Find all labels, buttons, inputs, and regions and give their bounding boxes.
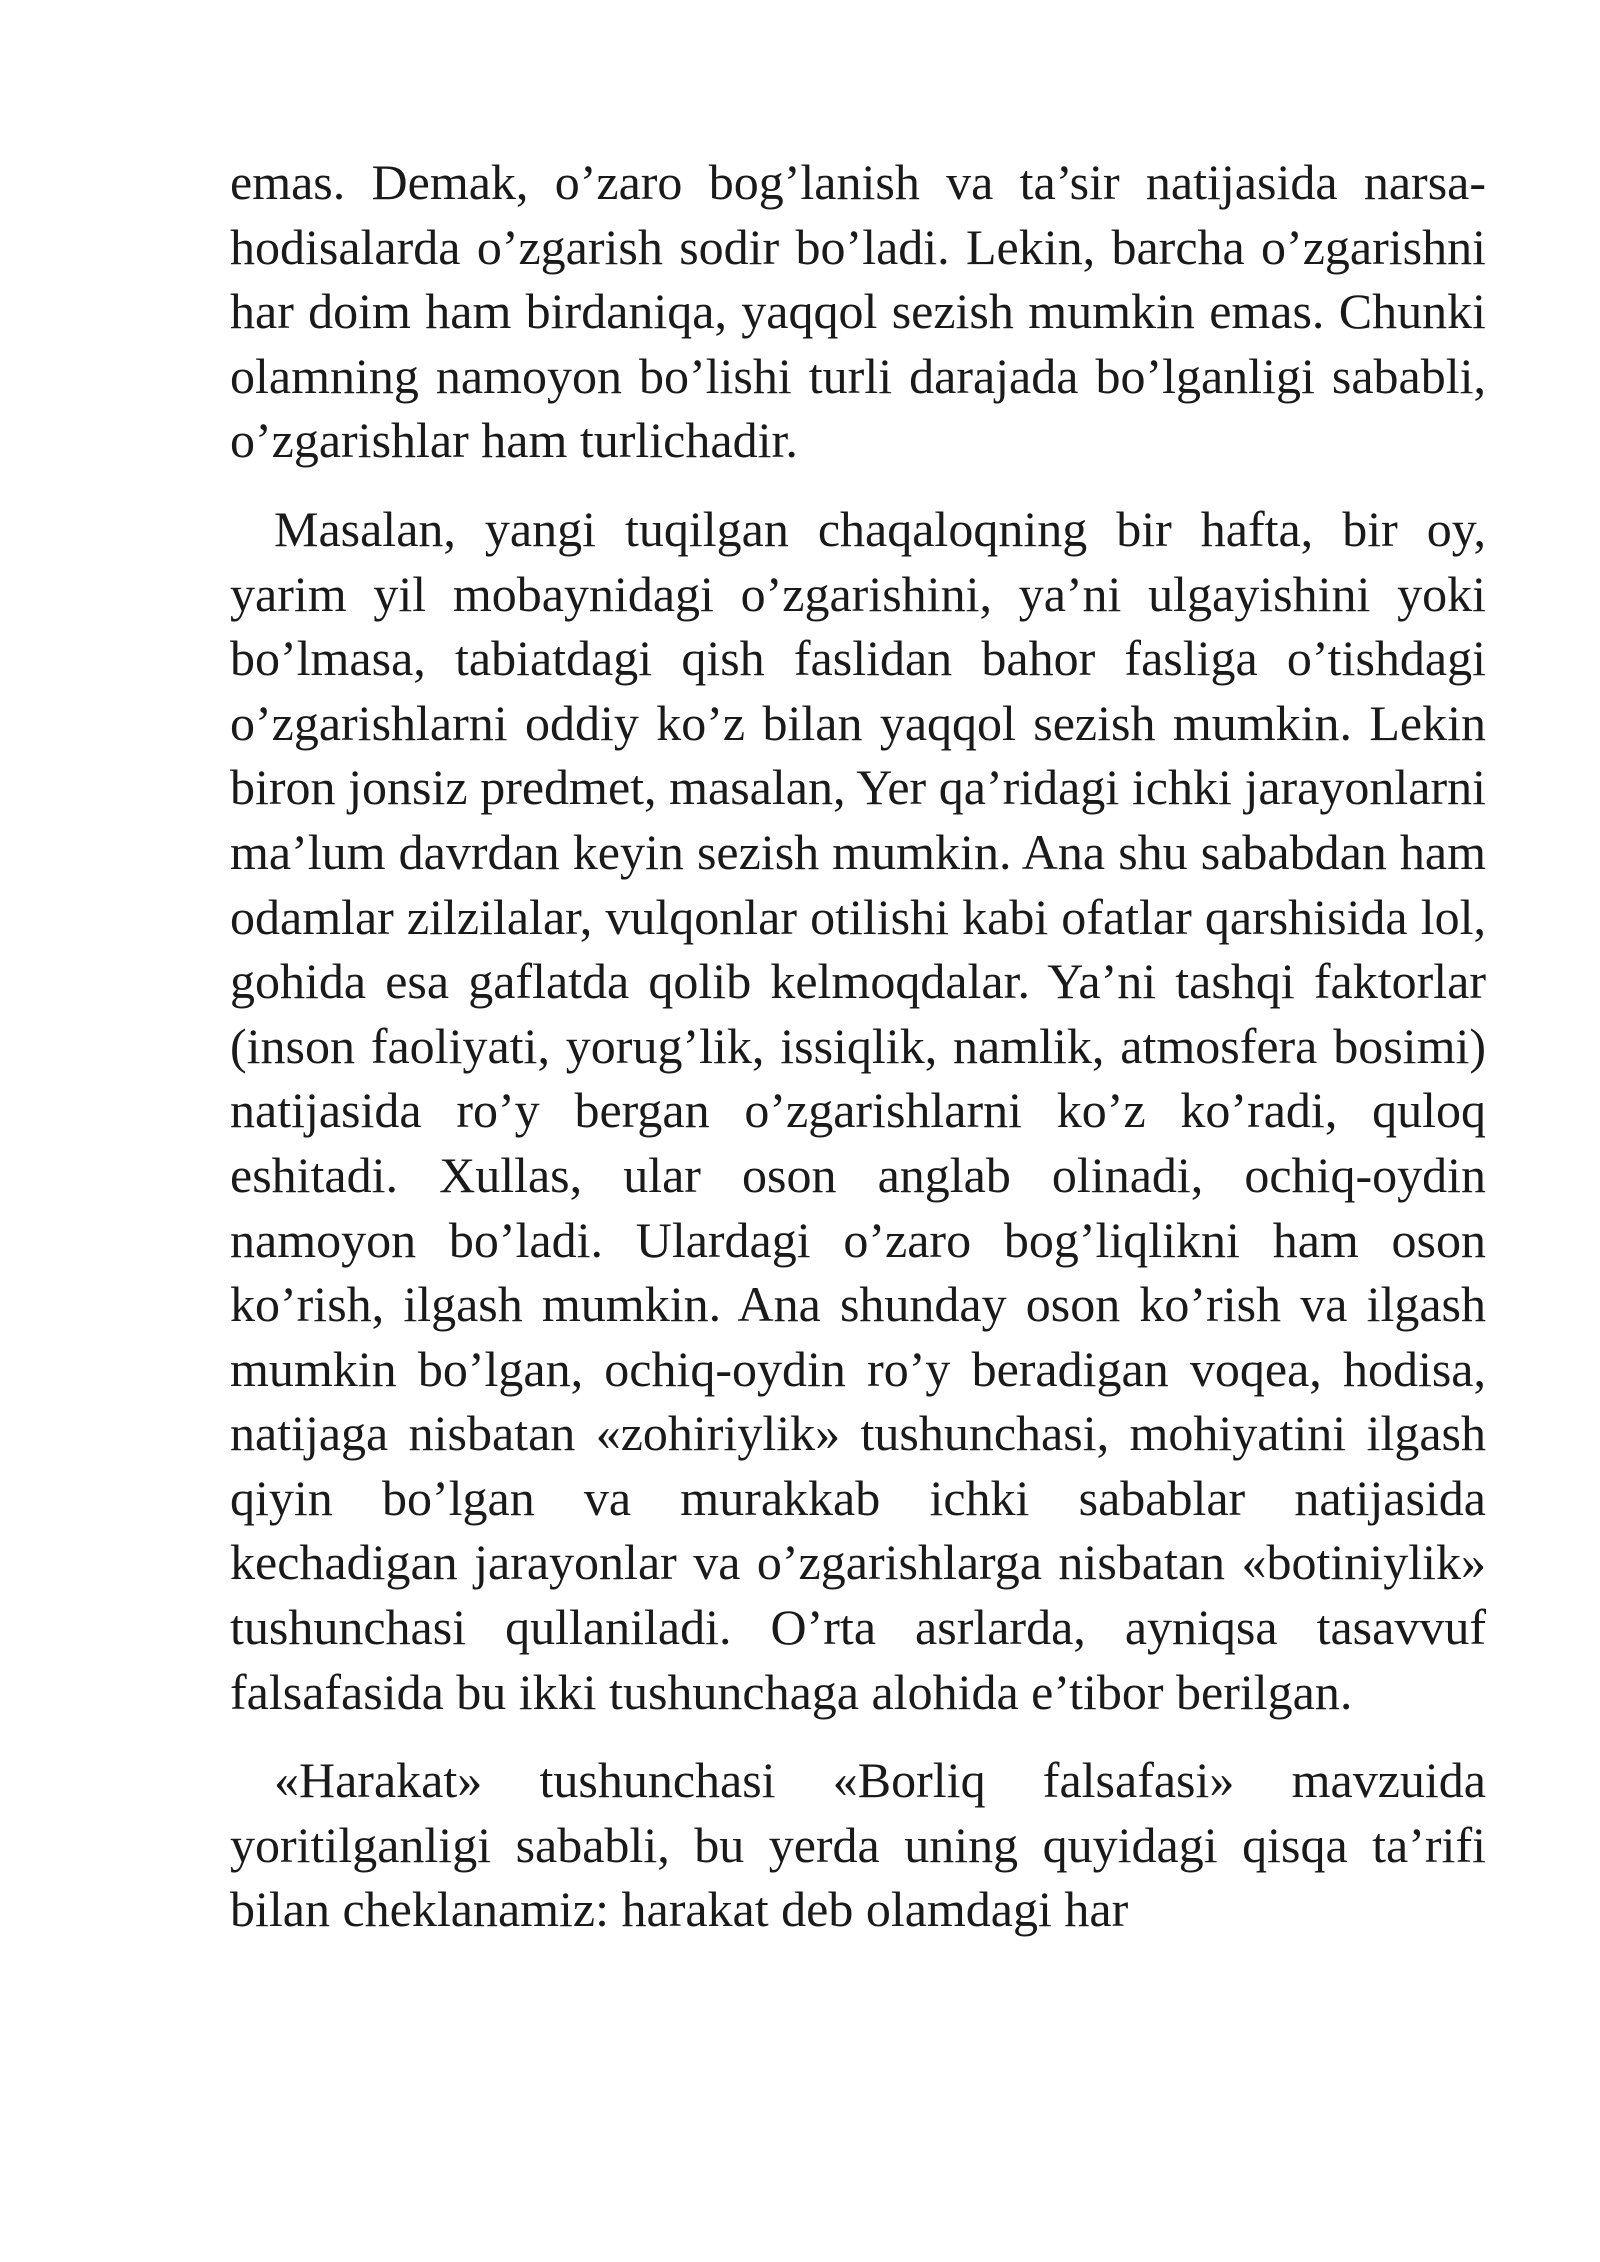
paragraph-continued: emas. Demak, o’zaro bog’lanish va ta’sir natijasida narsa-hodisalarda o’zgarish sodir bo’ladi. Lekin, barcha o’zgarishni har doim ham birdaniqa, yaqqol sezish mumkin emas. Chunki olamning namoyon bo’lishi turli darajada bo’lganligi sababli, o’zgarishlar ham turlichadir.: [230, 154, 1486, 469]
paragraph-harakat: «Harakat» tushunchasi «Borliq falsafasi» mavzuida yoritilganligi sababli, bu yerda uning quyidagi qisqa ta’rifi bilan cheklanamiz: harakat deb olamdagi har: [230, 1752, 1486, 1938]
paragraph-examples: Masalan, yangi tuqilgan chaqaloqning bir hafta, bir oy, yarim yil mobaynidagi o’zgarishini, ya’ni ulgayishini yoki bo’lmasa, tabiatdagi qish faslidan bahor fasliga o’tishdagi o’zgarishlarni oddiy ko’z bilan yaqqol sezish mumkin. Lekin biron jonsiz predmet, masalan, Yer qa’ridagi ichki jarayonlarni ma’lum davrdan keyin sezish mumkin. Ana shu sababdan ham odamlar zilzilalar, vulqonlar otilishi kabi ofatlar qarshisida lol, gohida esa gaflatda qolib kelmoqdalar. Ya’ni tashqi faktorlar (inson faoliyati, yorug’lik, issiqlik, namlik, atmosfera bosimi) natijasida ro’y bergan o’zgarishlarni ko’z ko’radi, quloq eshitadi. Xullas, ular oson anglab olinadi, ochiq-oydin namoyon bo’ladi. Ulardagi o’zaro bog’liqlikni ham oson ko’rish, ilgash mumkin. Ana shunday oson ko’rish va ilgash mumkin bo’lgan, ochiq-oydin ro’y beradigan voqea, hodisa, natijaga nisbatan «zohiriylik» tushunchasi, mohiyatini ilgash qiyin bo’lgan va murakkab ichki sabablar natijasida kechadigan jarayonlar va o’zgarishlarga nisbatan «botiniylik» tushunchasi qullaniladi. O’rta asrlarda, ayniqsa tasavvuf falsafasida bu ikki tushunchaga alohida e’tibor berilgan.: [230, 500, 1486, 1720]
page-text-block: [230, 150, 1486, 1942]
